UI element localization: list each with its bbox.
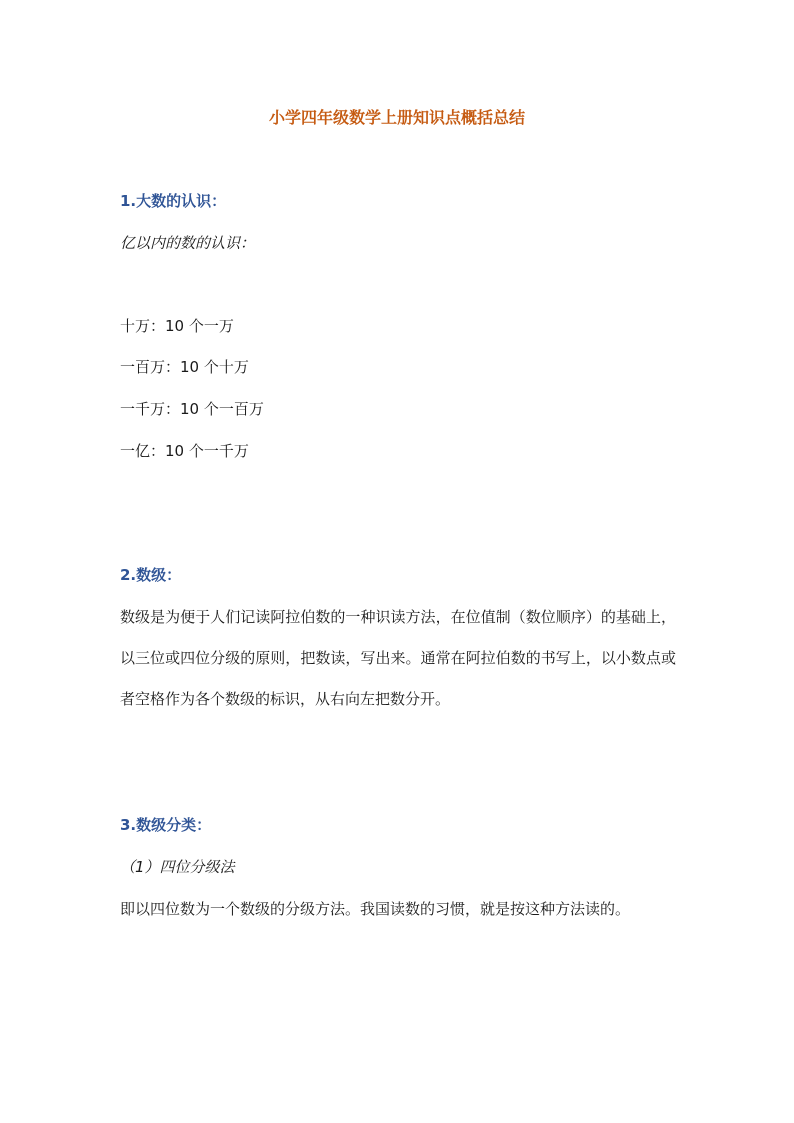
section-1-line-3: 一千万：10 个一百万 (120, 400, 264, 418)
section-3-subheading: （1）四位分级法 (120, 858, 235, 876)
section-1-line-4: 一亿：10 个一千万 (120, 442, 249, 460)
section-1-subheading: 亿以内的数的认识： (120, 234, 256, 252)
section-1-line-2: 一百万：10 个十万 (120, 358, 249, 376)
section-3-heading: 3.数级分类： (120, 816, 212, 834)
document-title: 小学四年级数学上册知识点概括总结 (268, 108, 525, 127)
section-1-heading: 1.大数的认识： (120, 192, 227, 210)
section-2-paragraph: 数级是为便于人们记读阿拉伯数的一种识读方法，在位值制（数位顺序）的基础上，以三位或四位分级的原则，把数读，写出来。通常在阿拉伯数的书写上，以小数点或者空格作为各个数级的标识，从右向左把数分开。 (120, 608, 676, 708)
section-1-line-1: 十万：10 个一万 (120, 317, 234, 335)
section-3-paragraph: 即以四位数为一个数级的分级方法。我国读数的习惯，就是按这种方法读的。 (120, 900, 631, 918)
section-2-heading: 2.数级： (120, 566, 182, 584)
